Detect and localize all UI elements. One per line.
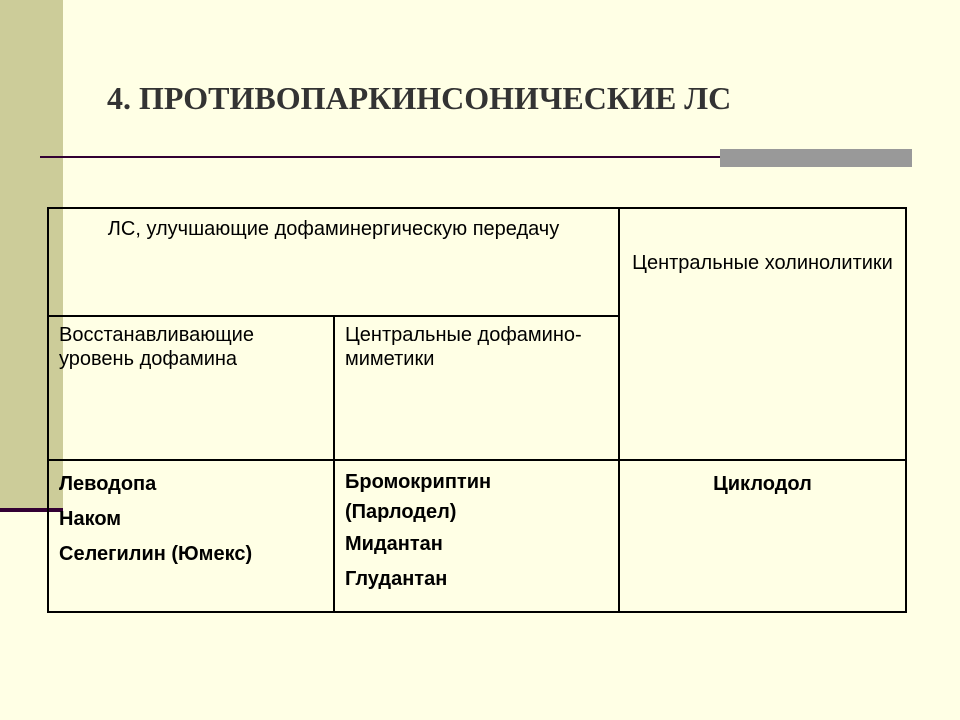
header-central-cholinolytics: Центральные холинолитики xyxy=(619,208,906,460)
drug-list-dopamine-restoring xyxy=(48,460,334,612)
drug-item: Леводопа xyxy=(59,473,157,495)
subheader-dopamine-restoring: Восстанавливающие уровень дофамина xyxy=(48,316,334,460)
drug-item: Глудантан xyxy=(345,568,448,590)
drug-item: Бромокриптин (Парлодел) xyxy=(345,471,492,523)
subheader-dopamine-mimetics: Центральные дофамино-миметики xyxy=(334,316,619,460)
drug-item: Наком xyxy=(59,508,122,530)
drug-item: Циклодол xyxy=(713,473,812,495)
drug-item: Селегилин (Юмекс) xyxy=(59,543,253,565)
title-underline-accent xyxy=(720,149,912,167)
drug-list-dopamine-mimetics xyxy=(334,460,619,612)
drug-item: Мидантан xyxy=(345,533,443,555)
slide-title: 4. ПРОТИВОПАРКИНСОНИЧЕСКИЕ ЛС xyxy=(107,80,732,116)
drug-classification-table xyxy=(47,207,907,613)
header-dopaminergic-group: ЛС, улучшающие дофаминергическую передачу xyxy=(48,208,619,316)
drug-list-cholinolytics xyxy=(619,460,906,612)
